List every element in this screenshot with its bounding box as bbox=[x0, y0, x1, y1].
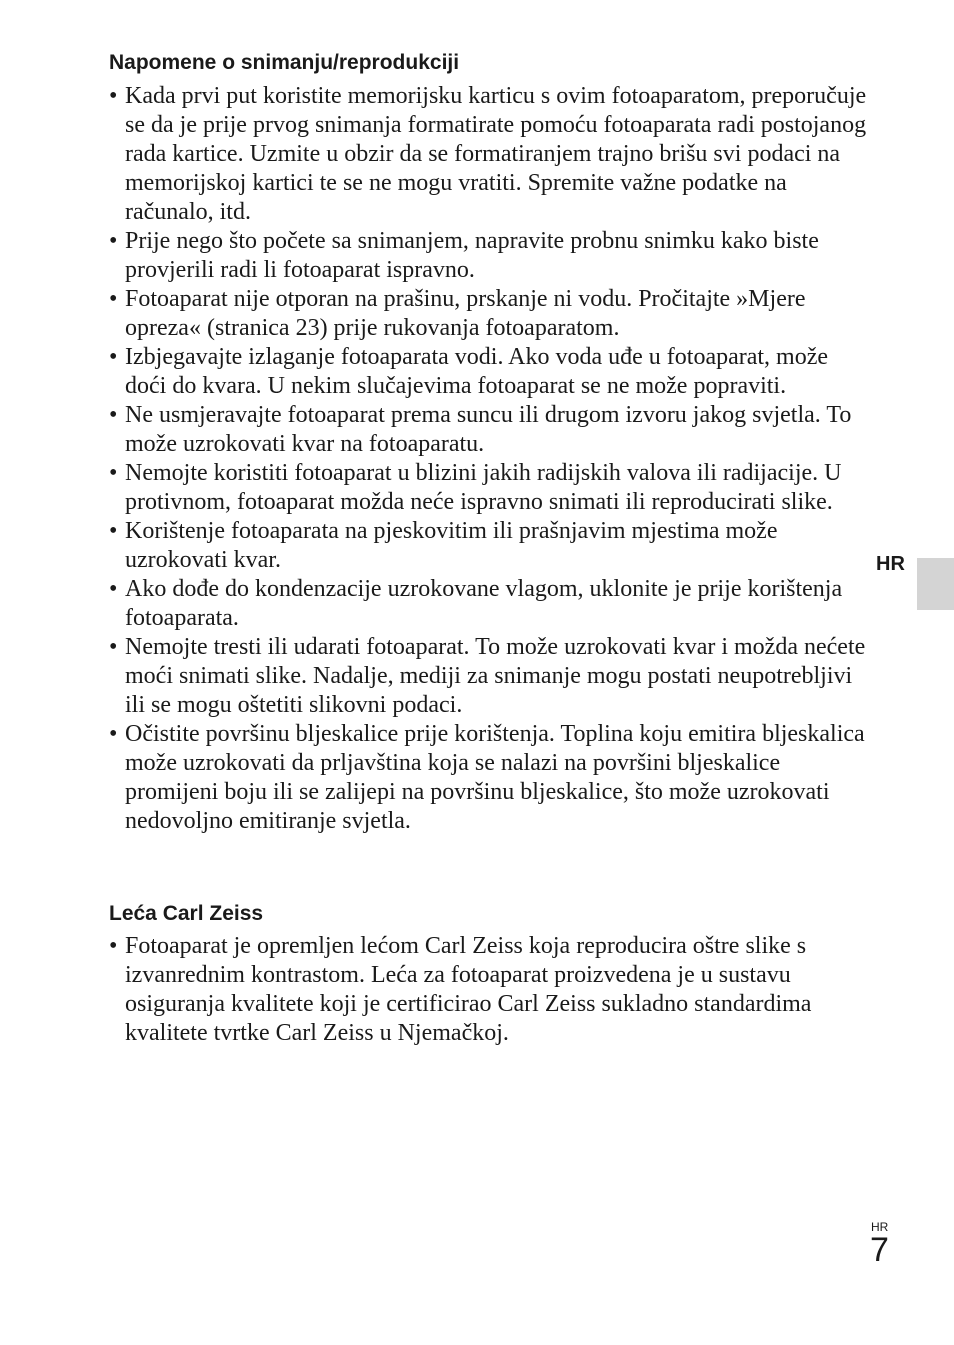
bullet-icon: • bbox=[109, 721, 118, 747]
bullet-icon: • bbox=[109, 344, 118, 370]
bullet-icon: • bbox=[109, 286, 118, 312]
list-item bbox=[109, 401, 869, 459]
list-item-text: Ne usmjeravajte fotoaparat prema suncu ili drugom izvoru jakog svjetla. To može uzrokovati kvar na fotoaparatu. bbox=[125, 402, 852, 457]
list-item bbox=[109, 227, 869, 285]
list-item bbox=[109, 633, 869, 720]
bullet-icon: • bbox=[109, 518, 118, 544]
list-item-text: Nemojte koristiti fotoaparat u blizini jakih radijskih valova ili radijacije. U protivnom, fotoaparat možda neće ispravno snimati ili reproducirati slike. bbox=[125, 460, 842, 515]
list-item-text: Kada prvi put koristite memorijsku karticu s ovim fotoaparatom, preporučuje se da je prije prvog snimanja formatirate pomoću fotoaparata radi postojanog rada kartice. Uzmite u obzir da se formatiranjem trajno brišu svi podaci na memorijskoj kartici te se ne mogu vratiti. Spremite važne podatke na računalo, itd. bbox=[125, 83, 867, 225]
list-item bbox=[109, 932, 869, 1048]
list-item bbox=[109, 575, 869, 633]
list-item-text: Ako dođe do kondenzacije uzrokovane vlagom, uklonite je prije korištenja fotoaparata. bbox=[125, 576, 843, 631]
list-item bbox=[109, 285, 869, 343]
bullet-icon: • bbox=[109, 460, 118, 486]
bullet-icon: • bbox=[109, 83, 118, 109]
bullet-icon: • bbox=[109, 228, 118, 254]
list-item-text: Fotoaparat nije otporan na prašinu, prskanje ni vodu. Pročitajte »Mjere opreza« (stranica 23) prije rukovanja fotoaparatom. bbox=[125, 286, 806, 341]
list-item-text: Očistite površinu bljeskalice prije korištenja. Toplina koju emitira bljeskalica može uzrokovati da prljavština koja se nalazi na površini bljeskalice promijeni boju ili se zalijepi na površinu bljeskalice, što može uzrokovati nedovoljno emitiranje svjetla. bbox=[125, 721, 865, 834]
list-item bbox=[109, 82, 869, 227]
bullet-icon: • bbox=[109, 933, 118, 959]
carl-zeiss-list bbox=[109, 932, 869, 1048]
page-language-code: HR bbox=[871, 1220, 889, 1234]
list-item bbox=[109, 720, 869, 836]
list-item bbox=[109, 459, 869, 517]
bullet-icon: • bbox=[109, 634, 118, 660]
language-side-tab bbox=[917, 558, 954, 610]
list-item-text: Izbjegavajte izlaganje fotoaparata vodi. Ako voda uđe u fotoaparat, može doći do kvara. U nekim slučajevima fotoaparat se ne može popraviti. bbox=[125, 344, 829, 399]
page-number: 7 bbox=[870, 1231, 889, 1269]
list-item-text: Nemojte tresti ili udarati fotoaparat. To može uzrokovati kvar i možda nećete moći snimati slike. Nadalje, mediji za snimanje mogu postati neupotrebljivi ili se mogu oštetiti slikovni podaci. bbox=[125, 634, 866, 718]
list-item-text: Prije nego što počete sa snimanjem, napravite probnu snimku kako biste provjerili radi li fotoaparat ispravno. bbox=[125, 228, 819, 283]
list-item-text: Fotoaparat je opremljen lećom Carl Zeiss koja reproducira oštre slike s izvanrednim kontrastom. Leća za fotoaparat proizvedena je u sustavu osiguranja kvalitete koji je certificirao Carl Zeiss sukladno standardima kvalitete tvrtke Carl Zeiss u Njemačkoj. bbox=[125, 933, 812, 1046]
list-item-text: Korištenje fotoaparata na pjeskovitim ili prašnjavim mjestima može uzrokovati kvar. bbox=[125, 518, 778, 573]
list-item bbox=[109, 343, 869, 401]
section-heading-carl-zeiss: Leća Carl Zeiss bbox=[109, 902, 264, 925]
recording-notes-list bbox=[109, 82, 869, 836]
list-item bbox=[109, 517, 869, 575]
bullet-icon: • bbox=[109, 576, 118, 602]
language-tab-label: HR bbox=[876, 553, 905, 575]
section-heading-recording-notes: Napomene o snimanju/reprodukciji bbox=[109, 51, 460, 74]
bullet-icon: • bbox=[109, 402, 118, 428]
